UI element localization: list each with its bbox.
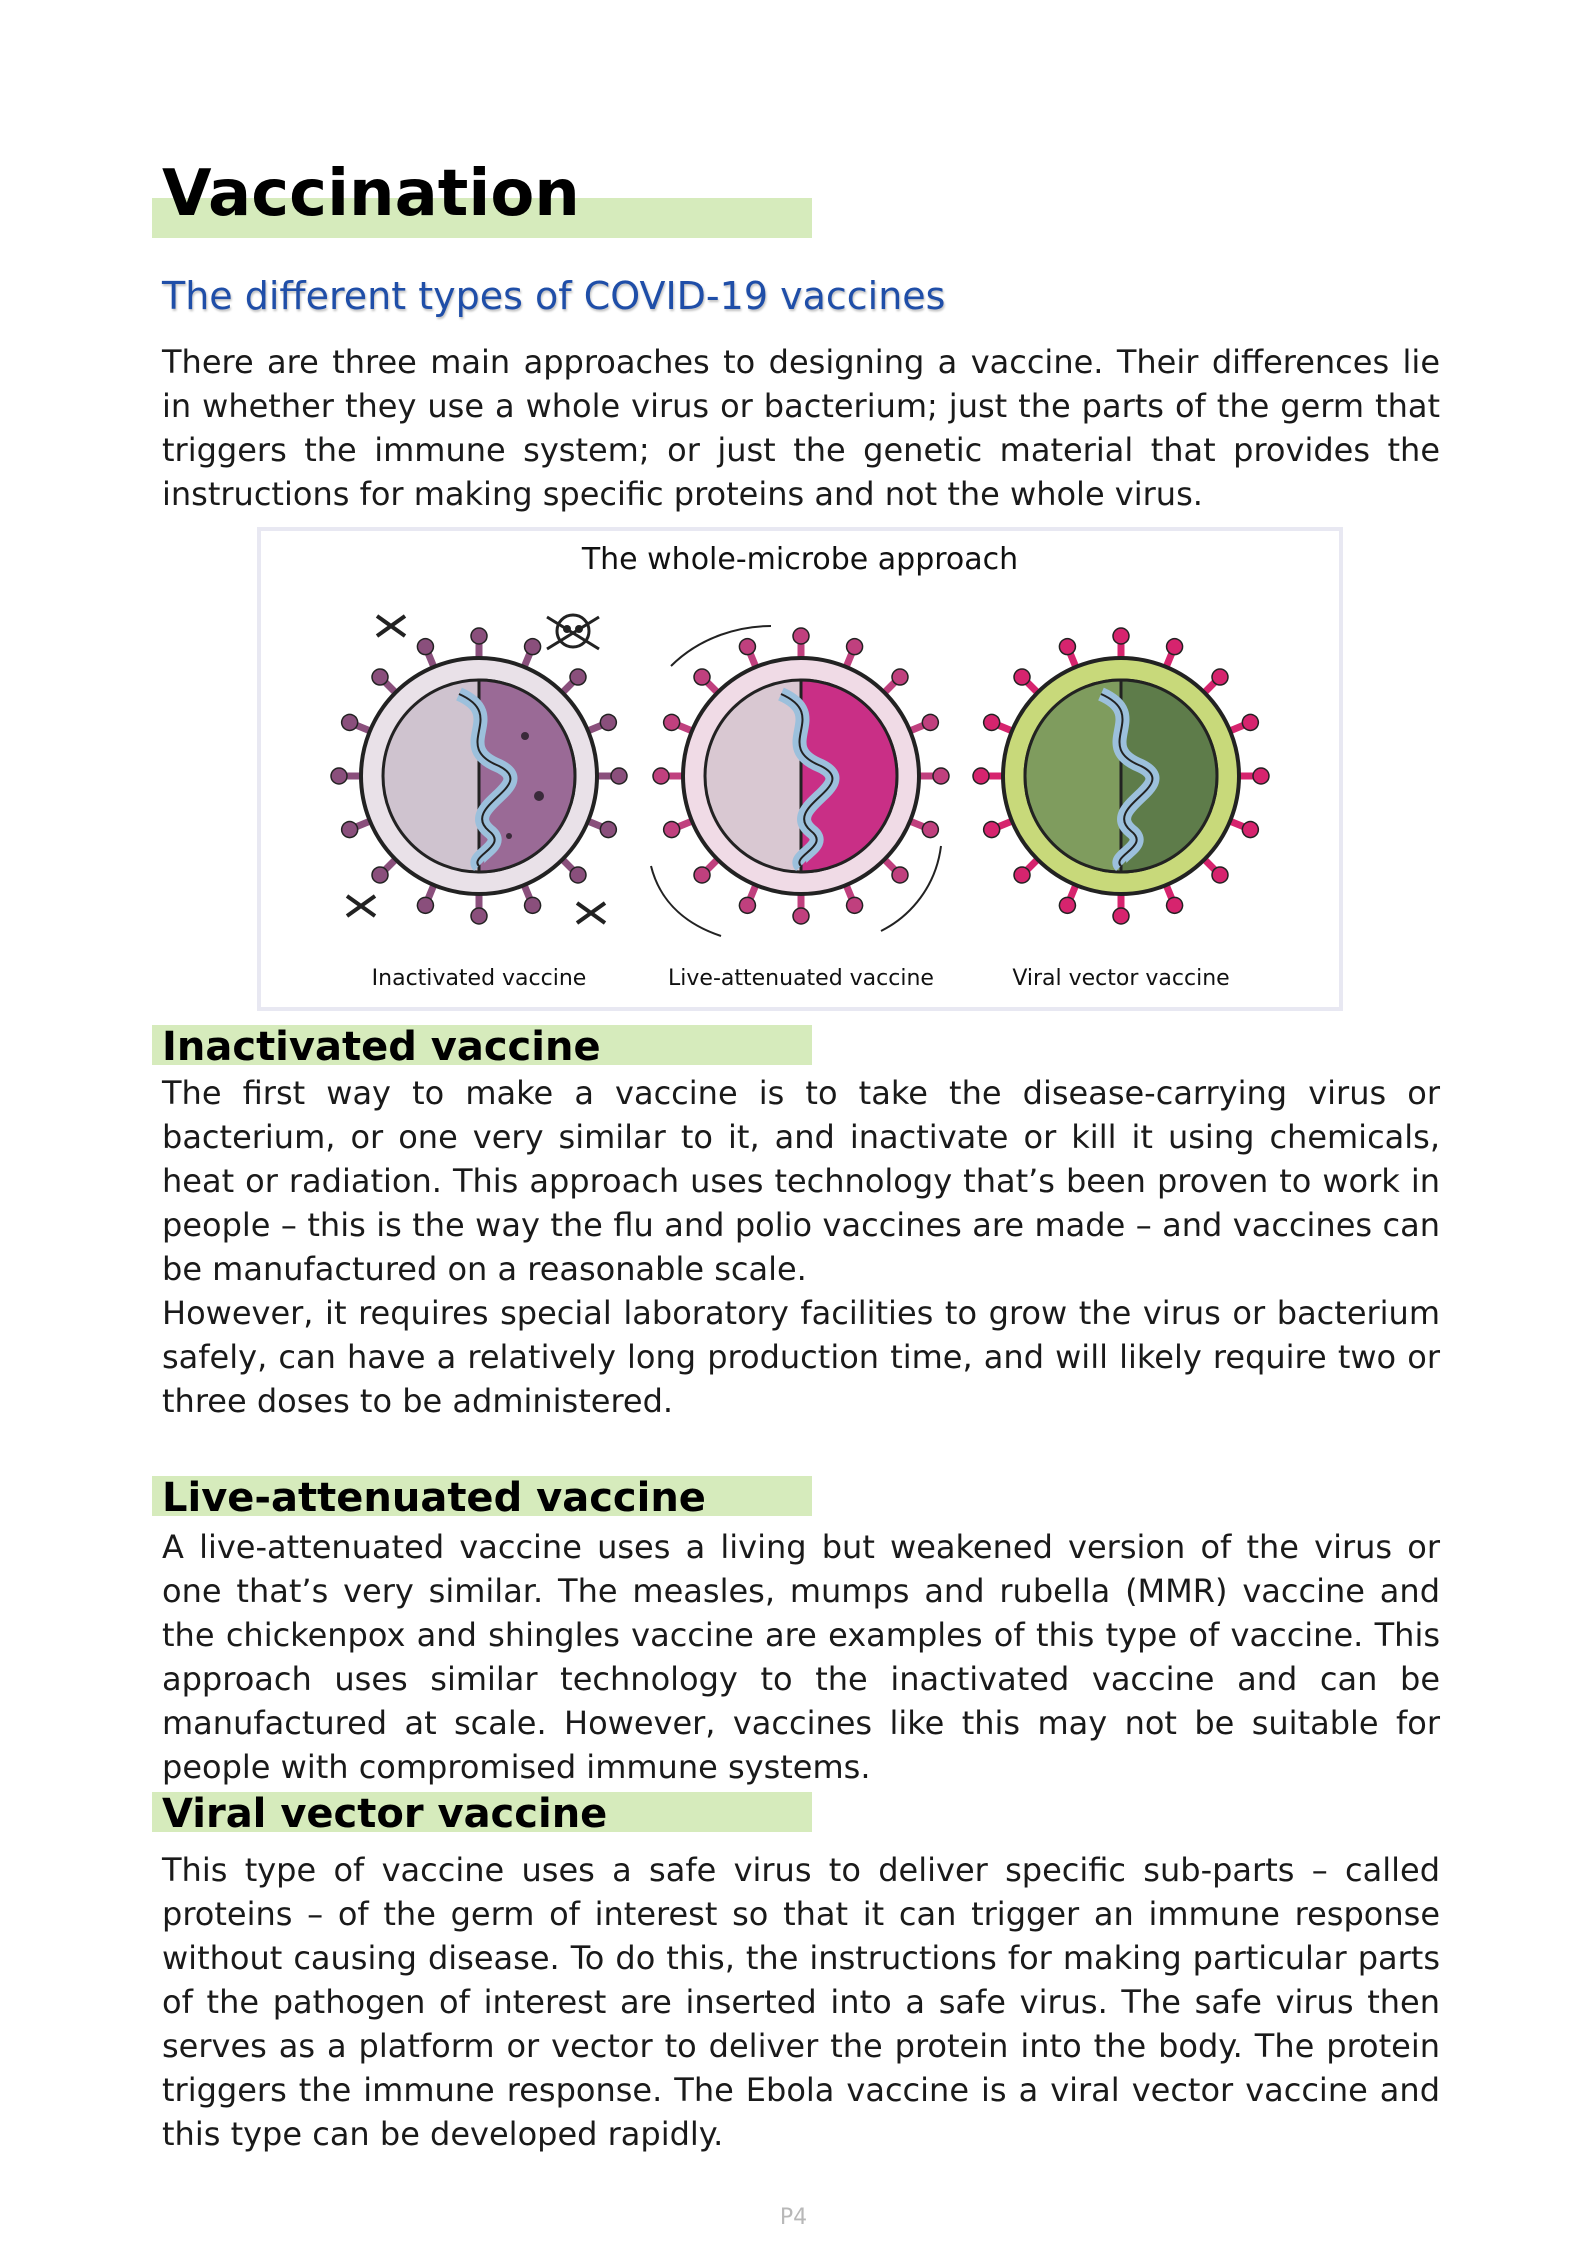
viral-vector-virus-drawing bbox=[973, 628, 1269, 924]
heading-inactivated bbox=[152, 1024, 812, 1070]
intro-text: There are three main approaches to designing a vaccine. Their differences lie in whether they use a whole virus or bacterium; just the parts of the germ that triggers the immune system; or just the genetic material that provides the instructions for making specific proteins and not the whole virus. bbox=[162, 343, 1440, 513]
spike-protein bbox=[331, 768, 363, 784]
spike-protein bbox=[973, 768, 1005, 784]
page-number: P4 bbox=[779, 2205, 808, 2230]
live-attenuated-virus-drawing bbox=[651, 626, 949, 936]
crossbones-icon bbox=[577, 903, 605, 923]
figure-title: The whole-microbe approach bbox=[581, 542, 1019, 577]
page-title bbox=[152, 157, 812, 238]
spike-protein bbox=[471, 892, 487, 924]
spike-protein bbox=[471, 628, 487, 660]
spike-protein bbox=[1113, 628, 1129, 660]
crossbones-icon bbox=[377, 616, 405, 636]
heading-text: Live-attenuated vaccine bbox=[162, 1475, 706, 1521]
spike-protein bbox=[595, 768, 627, 784]
intro-paragraph bbox=[162, 340, 1440, 516]
spike-protein bbox=[793, 892, 809, 924]
heading-text: Inactivated vaccine bbox=[162, 1024, 601, 1070]
heading-text: Viral vector vaccine bbox=[162, 1791, 608, 1837]
spike-protein bbox=[1237, 768, 1269, 784]
inactivated-virus-drawing bbox=[331, 628, 627, 924]
title-text: Vaccination bbox=[162, 157, 580, 231]
crossbones-icon bbox=[347, 896, 375, 916]
spike-protein bbox=[1113, 892, 1129, 924]
paragraph: A live-attenuated vaccine uses a living but weakened version of the virus or one that’s very similar. The measles, mumps and rubella (MMR) vaccine and the chickenpox and shingles vaccine are examples of this type of vaccine. This approach uses similar technology to the inactivated vaccine and can be manufactured at scale. However, vaccines like this may not be suitable for people with compromised immune systems. bbox=[162, 1528, 1440, 1786]
subtitle: The different types of COVID-19 vaccines bbox=[162, 274, 946, 318]
figure-illustration bbox=[261, 531, 1339, 1007]
section-inactivated-body bbox=[162, 1071, 1440, 1423]
spike-protein bbox=[653, 768, 685, 784]
heading-live-attenuated bbox=[152, 1475, 812, 1521]
paragraph: This type of vaccine uses a safe virus to deliver specific sub-parts – called proteins – of the germ of interest so that it can trigger an immune response without causing disease. To do this, the instructions for making particular parts of the pathogen of interest are inserted into a safe virus. The safe virus then serves as a platform or vector to deliver the protein into the body. The protein triggers the immune response. The Ebola vaccine is a viral vector vaccine and this type can be developed rapidly. bbox=[162, 1851, 1440, 2153]
section-viral-vector-body bbox=[162, 1848, 1440, 2156]
paragraph: However, it requires special laboratory facilities to grow the virus or bacterium safely, can have a relatively long production time, and will likely require two or three doses to be administered. bbox=[162, 1294, 1440, 1420]
label-inactivated: Inactivated vaccine bbox=[371, 966, 587, 991]
section-live-attenuated-body bbox=[162, 1525, 1440, 1789]
spike-protein bbox=[917, 768, 949, 784]
figure-whole-microbe bbox=[257, 527, 1343, 1011]
paragraph: The first way to make a vaccine is to take the disease-carrying virus or bacterium, or one very similar to it, and inactivate or kill it using chemicals, heat or radiation. This approach uses technology that’s been proven to work in people – this is the way the flu and polio vaccines are made – and vaccines can be manufactured on a reasonable scale. bbox=[162, 1074, 1440, 1288]
skull-icon bbox=[547, 615, 599, 649]
label-viral-vector: Viral vector vaccine bbox=[1012, 966, 1230, 991]
spike-protein bbox=[793, 628, 809, 660]
heading-viral-vector bbox=[152, 1791, 812, 1837]
label-live-attenuated: Live-attenuated vaccine bbox=[668, 966, 934, 991]
